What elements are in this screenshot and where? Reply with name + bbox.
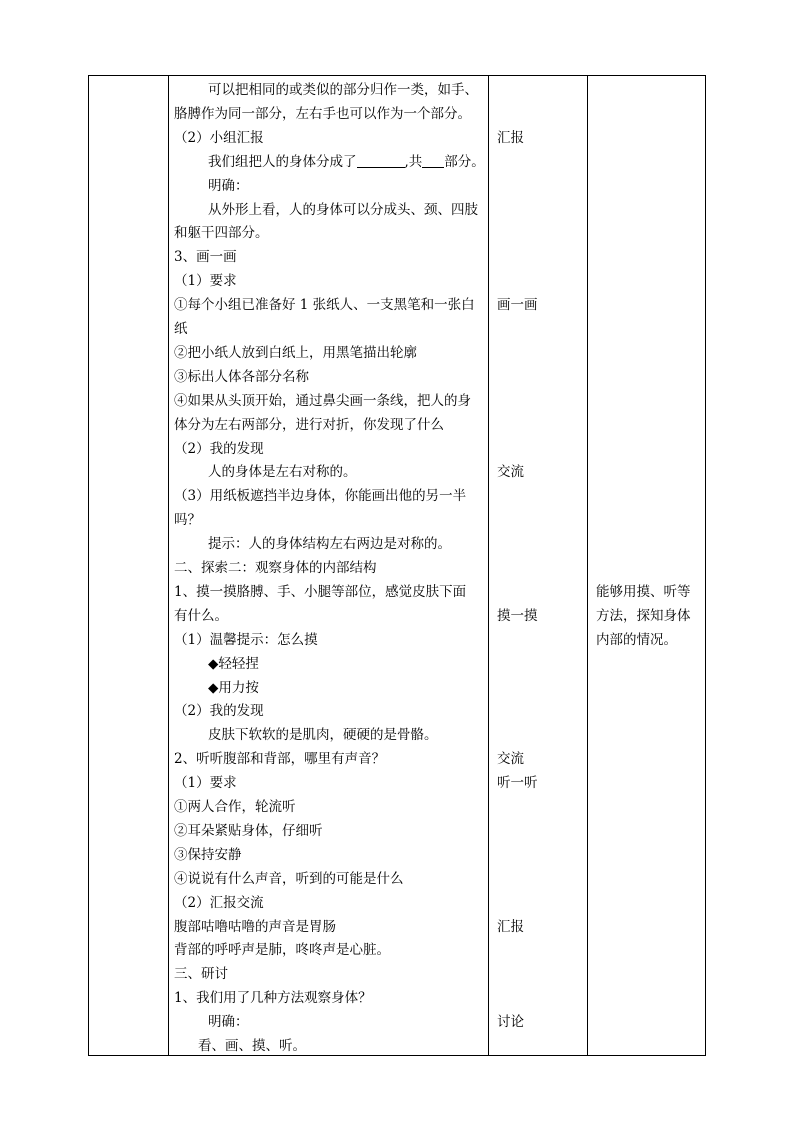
fill-blank xyxy=(357,153,405,168)
activity-label: 交流 xyxy=(497,464,524,481)
process-line: ①两人合作，轮流听 xyxy=(174,799,296,815)
intent-line: 能够用摸、听等 xyxy=(596,583,691,600)
process-line: ④如果从头顶开始，通过鼻尖画一条线，把人的身 xyxy=(174,392,471,409)
process-line: ◆用力按 xyxy=(208,679,259,696)
process-line: （3）用纸板遮挡半边身体，你能画出他的另一半 xyxy=(174,488,467,505)
process-line: ③标出人体各部分名称 xyxy=(174,368,309,385)
lesson-plan-table xyxy=(88,75,706,1056)
process-line: 胳膊作为同一部分，左右手也可以作为一个部分。 xyxy=(174,105,471,122)
process-line: （1）要求 xyxy=(174,273,237,290)
blank-column-cell xyxy=(89,76,168,1055)
process-line: ①每个小组已准备好 1 张纸人、一支黑笔和一张白 xyxy=(174,297,475,314)
process-line: 明确： xyxy=(208,1014,249,1031)
process-line: 吗？ xyxy=(174,512,201,529)
process-line: 明确： xyxy=(208,177,249,194)
process-line-text: 部分。 xyxy=(444,153,485,170)
process-line: ◆轻轻捏 xyxy=(208,655,259,672)
process-line: 可以把相同的或类似的部分归作一类，如手、 xyxy=(208,82,478,98)
activity-label: 摸一摸 xyxy=(497,607,538,624)
process-line: （1）要求 xyxy=(174,775,237,792)
activity-label: 画一画 xyxy=(497,297,538,314)
activity-label: 汇报 xyxy=(497,918,524,935)
process-line: 提示：人的身体结构左右两边是对称的。 xyxy=(208,536,451,553)
process-line: 腹部咕噜咕噜的声音是胃肠 xyxy=(174,918,336,935)
process-line: ②把小纸人放到白纸上，用黑笔描出轮廓 xyxy=(174,344,417,361)
process-line: （2）我的发现 xyxy=(174,440,264,457)
process-line: 体分为左右两部分，进行对折，你发现了什么 xyxy=(174,416,444,433)
process-line: 皮肤下软软的是肌肉，硬硬的是骨骼。 xyxy=(208,727,438,744)
process-line: 2、听听腹部和背部，哪里有声音？ xyxy=(174,751,386,768)
process-line: ③保持安静 xyxy=(174,846,242,863)
process-line: （1）温馨提示：怎么摸 xyxy=(174,631,318,648)
activity-label: 交流 xyxy=(497,751,524,768)
process-line: 我们组把人的身体分成了 ,共 部分。 xyxy=(208,153,485,170)
intent-line: 内部的情况。 xyxy=(596,631,677,648)
process-line: 背部的呼呼声是肺，咚咚声是心脏。 xyxy=(174,942,390,959)
teaching-process-cell xyxy=(169,76,488,1055)
intent-line: 方法，探知身体 xyxy=(596,607,691,624)
process-line: ②耳朵紧贴身体，仔细听 xyxy=(174,822,323,839)
fill-blank xyxy=(422,153,444,168)
process-line: 看、画、摸、听。 xyxy=(198,1038,306,1054)
process-line: 三、研讨 xyxy=(174,966,228,983)
process-line: 1、我们用了几种方法观察身体？ xyxy=(174,990,372,1007)
process-line: 纸 xyxy=(174,321,188,337)
process-line: 二、探索二：观察身体的内部结构 xyxy=(174,560,377,576)
process-line: （2）小组汇报 xyxy=(174,129,264,146)
activity-label: 听一听 xyxy=(497,775,538,792)
process-line: 3、画一画 xyxy=(174,249,237,266)
process-line: 有什么。 xyxy=(174,607,228,624)
process-line: （2）我的发现 xyxy=(174,703,264,720)
process-line: 1、摸一摸胳膊、手、小腿等部位，感觉皮肤下面 xyxy=(174,583,467,600)
activity-label: 汇报 xyxy=(497,129,524,146)
process-line: 和躯干四部分。 xyxy=(174,225,269,242)
process-line: ④说说有什么声音，听到的可能是什么 xyxy=(174,870,404,887)
process-line: 人的身体是左右对称的。 xyxy=(208,464,357,481)
process-line: （2）汇报交流 xyxy=(174,894,264,911)
process-line: 从外形上看，人的身体可以分成头、颈、四肢 xyxy=(208,201,478,218)
student-activity-cell xyxy=(489,76,587,1055)
activity-label: 讨论 xyxy=(497,1014,524,1031)
design-intent-cell xyxy=(588,76,707,1055)
process-line-text: ,共 xyxy=(404,153,423,170)
